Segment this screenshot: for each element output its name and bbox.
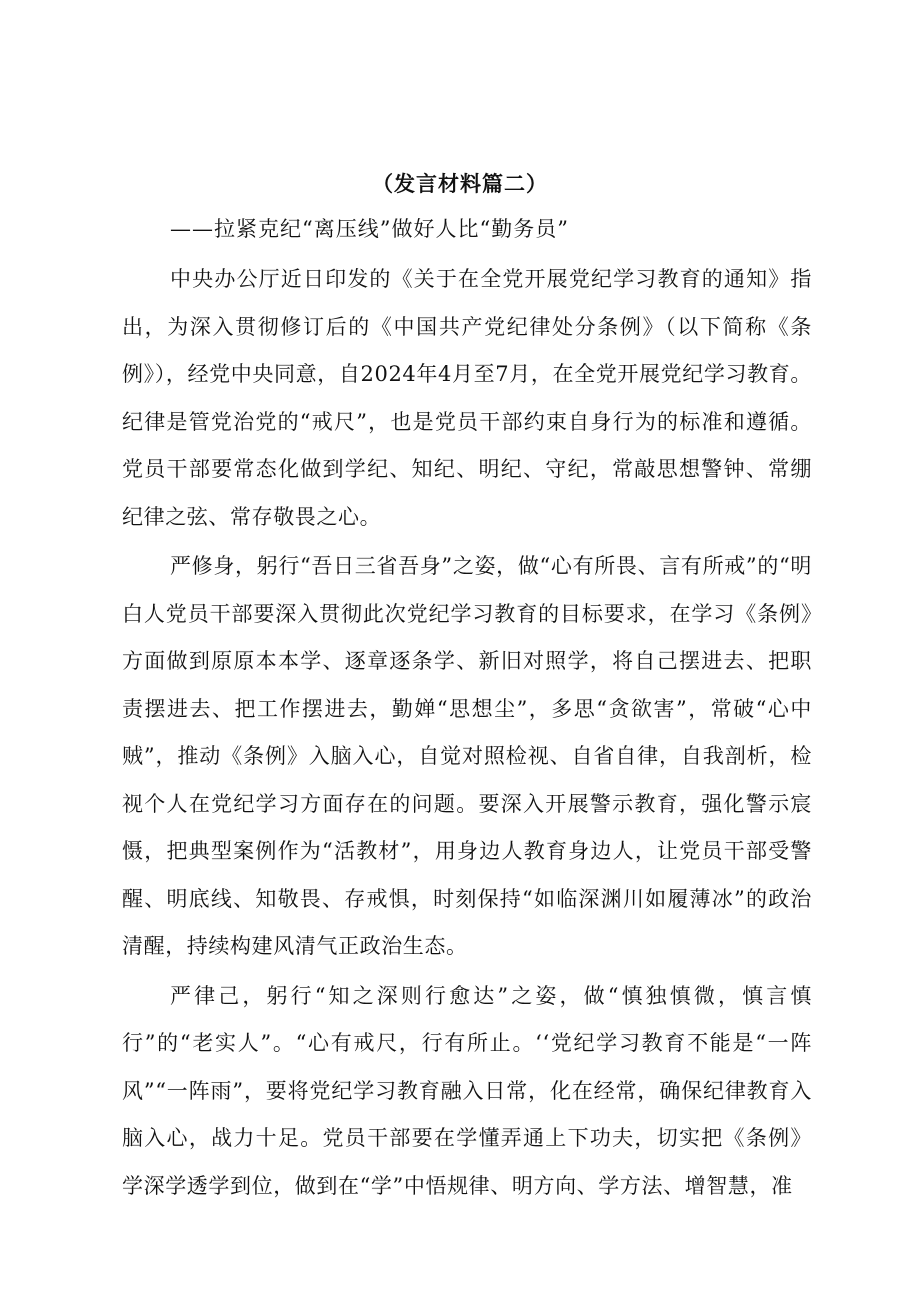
- paragraph-intro: 中央办公厅近日印发的《关于在全党开展党纪学习教育的通知》指出，为深入贯彻修订后的《中国共产党纪律处分条例》（以下简称《条例》），经党中央同意，自2024年4月至7月，在全党开展党纪学习教育。纪律是管党治党的“戒尺”，也是党员干部约束自身行为的标准和遵循。党员干部要常态化做到学纪、知纪、明纪、守纪，常敲思想警钟、常绷纪律之弦、常存敬畏之心。: [122, 267, 812, 529]
- document-title: （发言材料篇二）: [372, 171, 548, 196]
- document-subtitle: ——拉紧克纪“离压线”做好人比“勤务员”: [170, 217, 569, 241]
- document-body: [122, 256, 812, 1210]
- paragraph-self-discipline: 严律己，躬行“知之深则行愈达”之姿，做“慎独慎微，慎言慎行”的“老实人”。“心有戒尺，行有所止。‘‘党纪学习教育不能是“一阵风”“一阵雨”，要将党纪学习教育融入日常，化在经常，确保纪律教育入脑入心，战力十足。党员干部要在学懂弄通上下功夫，切实把《条例》学深学透学到位，做到在“学”中悟规律、明方向、学方法、增智慧，准: [122, 983, 812, 1198]
- paragraph-self-cultivation: 严修身，躬行“吾日三省吾身”之姿，做“心有所畏、言有所戒”的“明白人党员干部要深入贯彻此次党纪学习教育的目标要求，在学习《条例》方面做到原原本本学、逐章逐条学、新旧对照学，将自己摆进去、把职责摆进去、把工作摆进去，勤婵“思想尘”，多思“贪欲害”，常破“心中贼”，推动《条例》入脑入心，自觉对照检视、自省自律，自我剖析，检视个人在党纪学习方面存在的问题。要深入开展警示教育，强化警示宸慑，把典型案例作为“活教材”，用身边人教育身边人，让党员干部受警醒、明底线、知敬畏、存戒惧，时刻保持“如临深渊川如履薄冰”的政治清醒，持续构建风清气正政治生态。: [122, 554, 812, 958]
